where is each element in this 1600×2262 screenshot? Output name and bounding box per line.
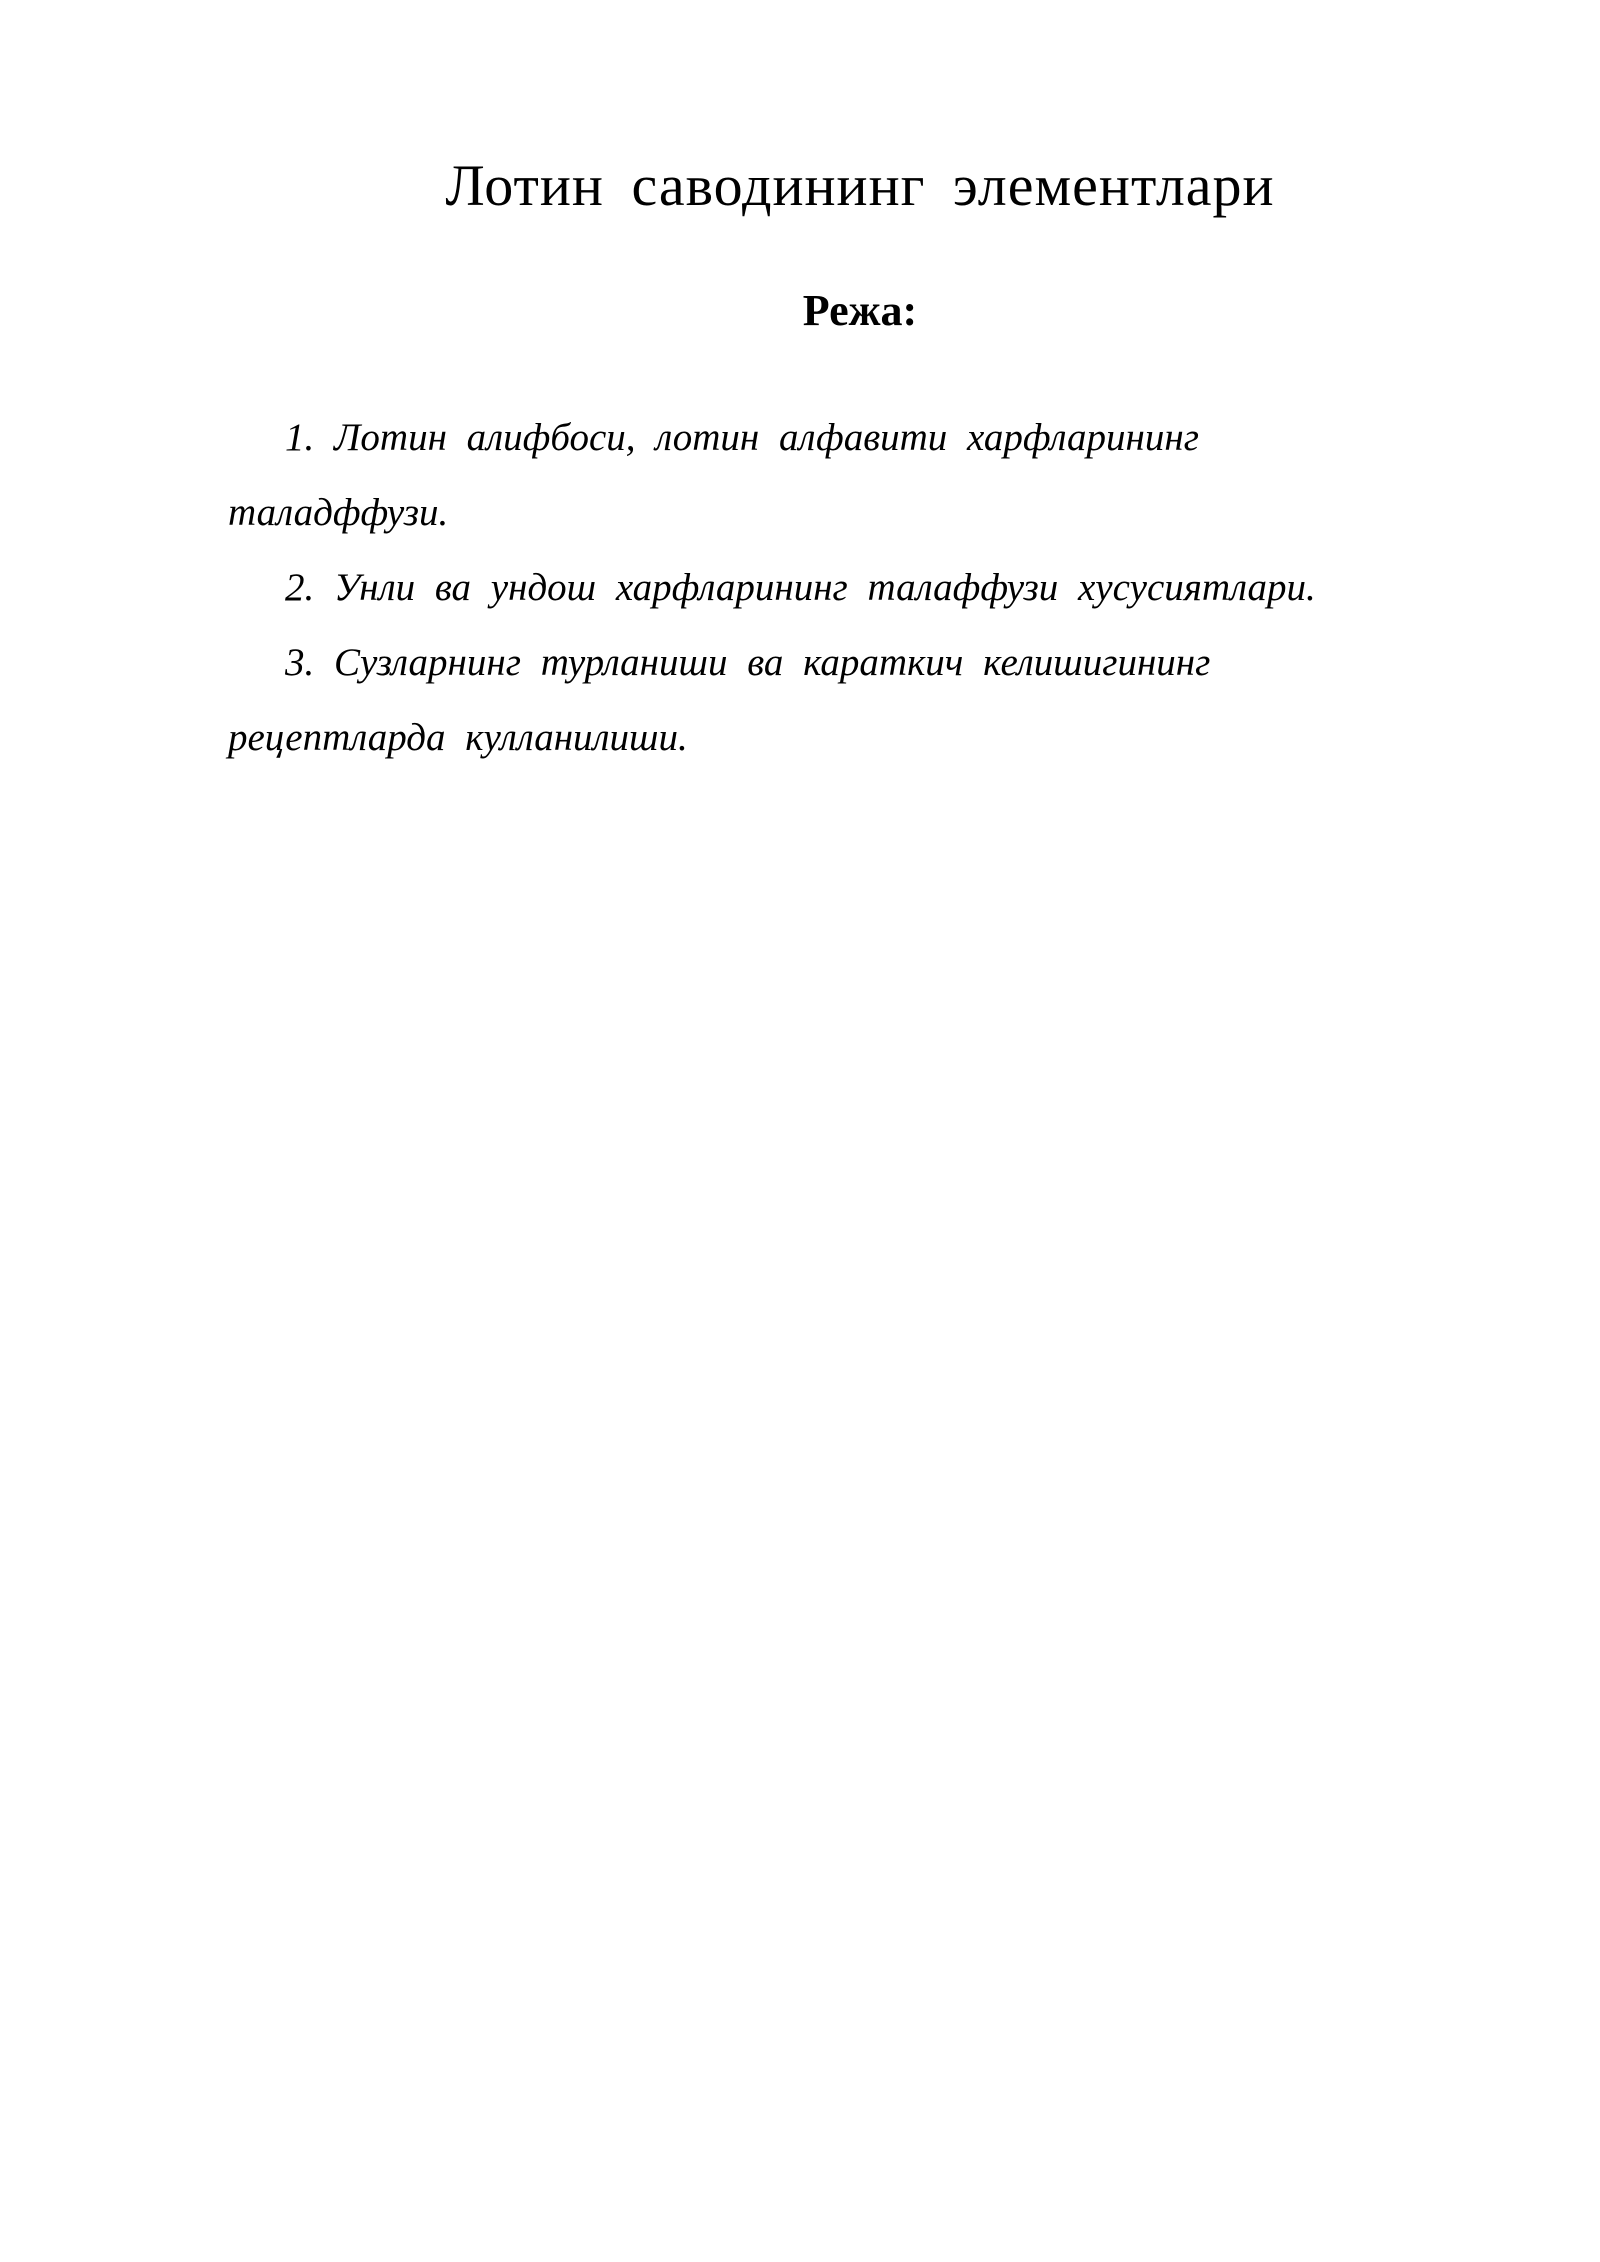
document-title: Лотин саводининг элементлари [445,153,1275,218]
plan-list [228,400,1428,775]
plan-heading: Режа: [802,286,918,335]
plan-item-2: 2. Унли ва ундош харфларининг талаффузи хусусиятлари. [285,566,1316,609]
plan-item-1: 1. Лотин алифбоси, лотин алфавити харфларининг таладффузи. [228,416,1199,534]
plan-item-3: 3. Сузларнинг турланиши ва караткич келишигининг рецептларда кулланилиши. [228,641,1211,759]
